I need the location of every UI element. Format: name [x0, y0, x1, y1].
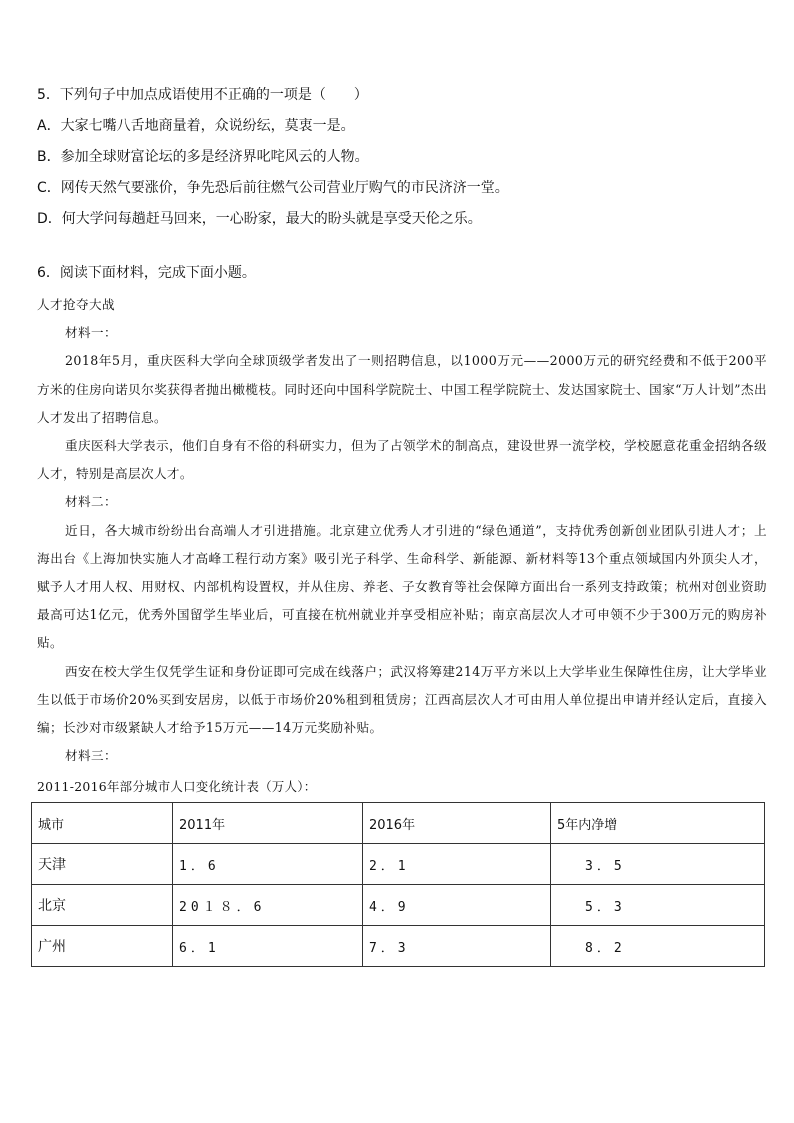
- material-3-label: 材料三：: [65, 748, 117, 764]
- material-2-label: 材料二：: [65, 494, 117, 510]
- question-6: [37, 258, 767, 967]
- population-table: [31, 802, 765, 967]
- option-a: A．大家七嘴八舌地商量着，众说纷纭，莫衷一是。: [37, 118, 355, 134]
- material-1-label: 材料一：: [65, 325, 117, 341]
- question-5-stem: 5．下列句子中加点成语使用不正确的一项是（ ）: [37, 87, 368, 103]
- question-5: [37, 80, 767, 235]
- option-c: C．网传天然气要涨价，争先恐后前往燃气公司营业厅购气的市民济济一堂。: [37, 180, 509, 196]
- value-cell: 4．9: [362, 885, 550, 926]
- question-6-stem: 6．阅读下面材料，完成下面小题。: [37, 265, 256, 281]
- table-row: [32, 926, 765, 967]
- value-cell: 3．5: [551, 844, 765, 885]
- header-cell: 2011年: [173, 803, 363, 844]
- city-cell: 北京: [32, 885, 173, 926]
- material-2-paragraph: 西安在校大学生仅凭学生证和身份证即可完成在线落户；武汉将筹建214万平方米以上大学毕业生保障性住房，让大学毕业生以低于市场价20%买到安居房，以低于市场价20%租到租赁房；江西高层次人才可由用人单位提出申请并经认定后，直接入编；长沙对市级紧缺人才给予15万元——14万元奖励补贴。: [37, 663, 767, 736]
- city-cell: 天津: [32, 844, 173, 885]
- header-cell: 2016年: [362, 803, 550, 844]
- material-1-paragraph: 2018年5月，重庆医科大学向全球顶级学者发出了一则招聘信息，以1000万元——2000万元的研究经费和不低于200平方米的住房向诺贝尔奖获得者抛出橄榄枝。同时还向中国科学院院士、中国工程学院院士、发达国家院士、国家“万人计划”杰出人才发出了招聘信息。: [37, 353, 767, 425]
- table-row: [32, 844, 765, 885]
- value-cell: 6．1: [173, 926, 363, 967]
- value-cell: 1．6: [173, 844, 363, 885]
- material-1-paragraph: 重庆医科大学表示，他们自身有不俗的科研实力，但为了占领学术的制高点，建设世界一流学校，学校愿意花重金招纳各级人才，特别是高层次人才。: [37, 438, 767, 482]
- option-b: B．参加全球财富论坛的多是经济界叱咤风云的人物。: [37, 149, 369, 165]
- city-cell: 广州: [32, 926, 173, 967]
- article-title: 人才抢夺大战: [37, 297, 115, 312]
- option-d: D．何大学问每趟赶马回来，一心盼家，最大的盼头就是享受天伦之乐。: [37, 211, 482, 227]
- header-cell: 城市: [32, 803, 173, 844]
- value-cell: 2．1: [362, 844, 550, 885]
- value-cell: 8．2: [551, 926, 765, 967]
- table-row: [32, 885, 765, 926]
- value-cell: 5．3: [551, 885, 765, 926]
- table-header-row: [32, 803, 765, 844]
- material-2-paragraph: 近日，各大城市纷纷出台高端人才引进措施。北京建立优秀人才引进的“绿色通道”，支持优秀创新创业团队引进人才；上海出台《上海加快实施人才高峰工程行动方案》吸引光子科学、生命科学、新能源、新材料等13个重点领域国内外顶尖人才，赋予人才用人权、用财权、内部机构设置权，并从住房、养老、子女教育等社会保障方面出台一系列支持政策；杭州对创业资助最高可达1亿元，优秀外国留学生毕业后，可直接在杭州就业并享受相应补贴；南京高层次人才可申领不少于300万元的购房补贴。: [37, 522, 767, 651]
- value-cell: 7．3: [362, 926, 550, 967]
- table-caption: 2011-2016年部分城市人口变化统计表（万人）：: [37, 779, 317, 795]
- header-cell: 5年内净增: [551, 803, 765, 844]
- value-cell: 20１８．6: [173, 885, 363, 926]
